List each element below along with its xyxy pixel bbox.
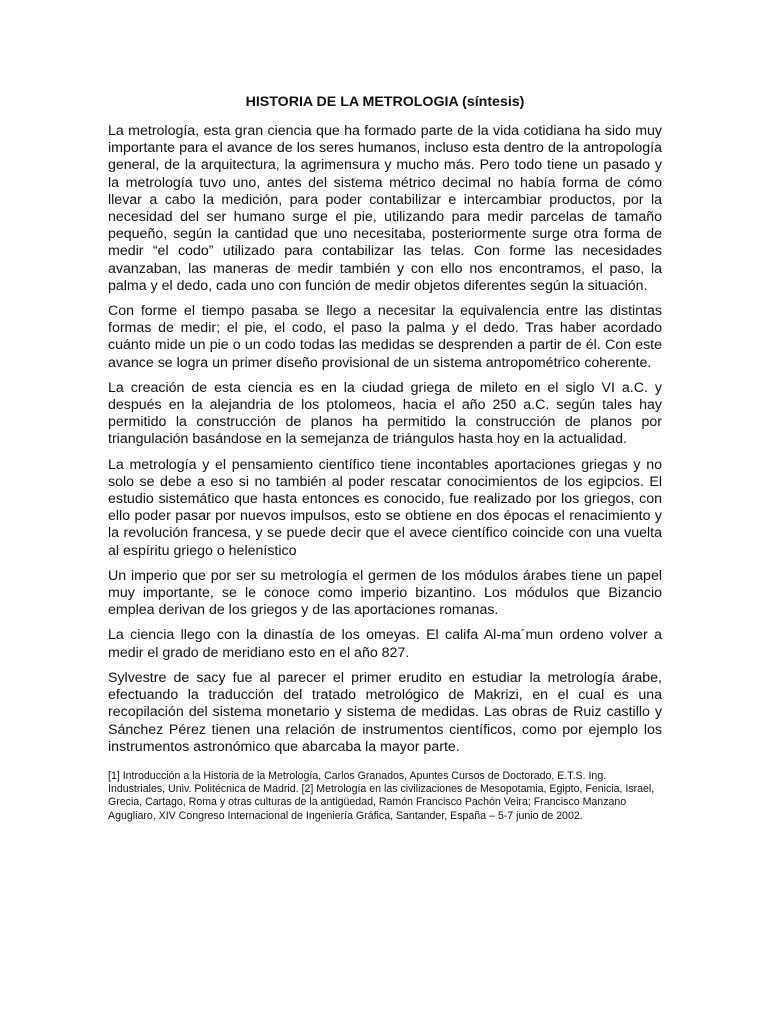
paragraph-1: La metrología, esta gran ciencia que ha formado parte de la vida cotidiana ha sido muy importante para el avance de los seres humanos, incluso esta dentro de la antropología general, de la arquitectura, la agrimensura y mucho más. Pero todo tiene un pasado y la metrología tuvo uno, antes del sistema métrico decimal no había forma de cómo llevar a cabo la medición, para poder contabilizar e intercambiar productos, por la necesidad del ser humano surge el pie, utilizando para medir parcelas de tamaño pequeño, según la cantidad que uno necesitaba, posteriormente surge otra forma de medir “el codo” utilizado para contabilizar las telas. Con forme las necesidades avanzaban, las maneras de medir también y con ello nos encontramos, el paso, la palma y el dedo, cada uno con función de medir objetos diferentes según la situación. — [108, 123, 662, 294]
document-page — [108, 92, 662, 823]
paragraph-6: La ciencia llego con la dinastía de los omeyas. El califa Al-ma´mun ordeno volver a medir el grado de meridiano esto en el año 827. — [108, 627, 662, 661]
paragraph-4: La metrología y el pensamiento científico tiene incontables aportaciones griegas y no solo se debe a eso si no también al poder rescatar conocimientos de los egipcios. El estudio sistemático que hasta entonces es conocido, fue realizado por los griegos, con ello poder pasar por nuevos impulsos, esto se obtiene en dos épocas el renacimiento y la revolución francesa, y se puede decir que el avece científico coincide con una vuelta al espíritu griego o helenístico — [108, 456, 662, 559]
document-title: HISTORIA DE LA METROLOGIA (síntesis) — [245, 94, 525, 110]
footnote: [1] Introducción a la Historia de la Metrología, Carlos Granados, Apuntes Cursos de Doctorado, E.T.S. Ing. Industriales, Univ. Politécnica de Madrid. [2] Metrología en las civilizaciones de Mesopotamia, Egipto, Fenicia, Israel, Grecia, Cartago, Roma y otras culturas de la antigüedad, Ramón Francisco Pachón Veira; Francisco Manzano Agugliaro, XIV Congreso Internacional de Ingeniería Gráfica, Santander, España – 5-7 junio de 2002. — [108, 769, 655, 822]
paragraph-3: La creación de esta ciencia es en la ciudad griega de mileto en el siglo VI a.C. y después en la alejandria de los ptolomeos, hacia el año 250 a.C. según tales hay permitido la construcción de planos ha permitido la construcción de planos por triangulación basándose en la semejanza de triángulos hasta hoy en la actualidad. — [108, 379, 662, 448]
paragraph-2: Con forme el tiempo pasaba se llego a necesitar la equivalencia entre las distintas formas de medir; el pie, el codo, el paso la palma y el dedo. Tras haber acordado cuánto mide un pie o un codo todas las medidas se desprenden a partir de él. Con este avance se logra un primer diseño provisional de un sistema antropométrico coherente. — [108, 303, 662, 371]
paragraph-7: Sylvestre de sacy fue al parecer el primer erudito en estudiar la metrología árabe, efectuando la traducción del tratado metrológico de Makrizi, en el cual es una recopilación del sistema monetario y sistema de medidas. Las obras de Ruiz castillo y Sánchez Pérez tienen una relación de instrumentos científicos, como por ejemplo los instrumentos astronómico que abarcaba la mayor parte. — [108, 669, 662, 755]
paragraph-5: Un imperio que por ser su metrología el germen de los módulos árabes tiene un papel muy importante, se le conoce como imperio bizantino. Los módulos que Bizancio emplea derivan de los griegos y de las aportaciones romanas. — [108, 567, 662, 619]
